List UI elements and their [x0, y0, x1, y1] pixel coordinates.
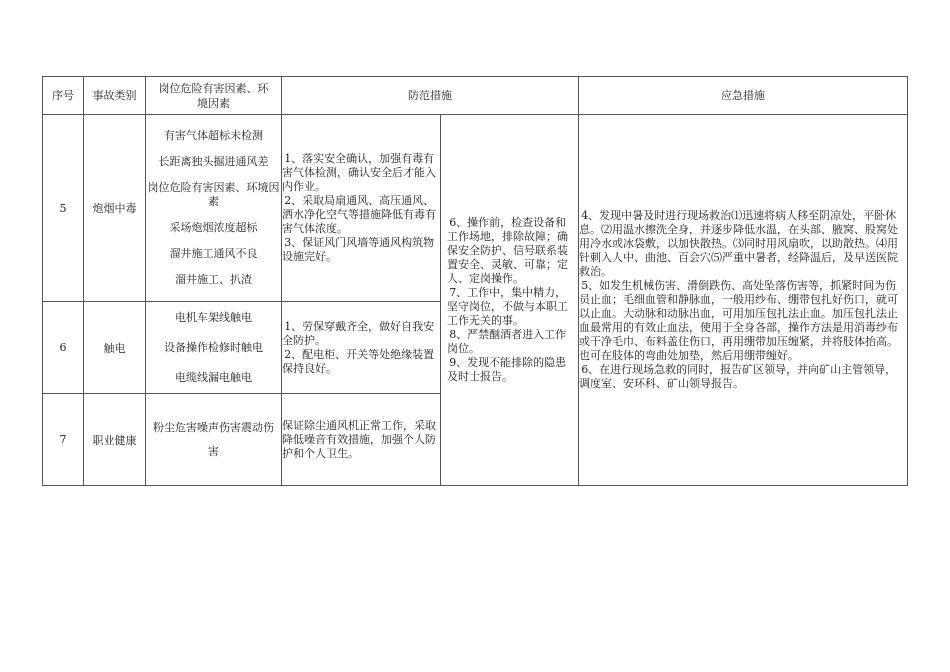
prevention-item: 8、严禁酗酒者进入工作岗位。: [447, 328, 567, 355]
row-prevention: [282, 115, 441, 302]
prevention-item: 3、保证风门风墙等通风构筑物设施完好。: [282, 236, 435, 263]
row-prevention: [282, 394, 441, 486]
prevention-item: 6、操作前，检查设备和工作场地，排除故障；确保安全防护、信号联系装置安全、灵敏、可靠；定人、定岗操作。: [447, 216, 568, 285]
emergency-item: 4、发现中暑及时进行现场救治⑴迅速将病人移至阴凉处，平卧休息。⑵用温水擦洗全身，并逐步降低水温，在头部、腋窝、股窝处用冷水或冰袋敷，以加快散热。⑶同时用风扇吹，以助散热。⑷用针刺入人中、曲池、百会穴⑸严重中暑者，经降温后，及早送医院救治。: [579, 209, 898, 278]
prevention-item: 2、采取局扇通风、高压通风、洒水净化空气等措施降低有毒有害气体浓度。: [282, 194, 436, 235]
row-accident-type: 职业健康: [84, 394, 146, 486]
hazard-item: 电缆线漏电触电: [175, 370, 252, 384]
hazard-item: 采场炮烟浓度超标: [169, 221, 258, 234]
prevention-item: 9、发现不能排除的隐患及时士报告。: [447, 356, 567, 383]
header-row: [43, 77, 908, 115]
header-emergency: 应急措施: [579, 77, 908, 115]
prevention-item: 保证除尘通风机正常工作，采取降低噪音有效措施，加强个人防护和个人卫生。: [282, 418, 436, 460]
prevention-item: 1、落实安全确认，加强有毒有害气体检测，确认安全后才能入内作业。: [282, 152, 436, 193]
hazard-item: 溜井施工通风不良: [169, 247, 258, 260]
row-no: 5: [43, 115, 84, 302]
emergency-measures: [579, 115, 908, 486]
prevention-item: 7、工作中，集中精力，坚守岗位，不做与本职工工作无关的事。: [447, 286, 568, 327]
safety-measures-table: [42, 76, 908, 486]
header-hazards: 岗位危险有害因素、环境因素: [146, 77, 282, 115]
emergency-item: 5、如发生机械伤害、滑倒跌伤、高处坠落伤害等，抓紧时间为伤员止血；毛细血管和静脉血，一般用纱布、绷带包扎好伤口，就可以止血。大动脉和动脉出血，可用加压包扎法止血。加压包扎法止血最常用的有效止血法，使用于全身各部，操作方法是用消毒纱布或干净毛巾、布料盖住伤口，再用绷带加压缠紧，并将肢体抬高。也可在肢体的弯曲处加垫，然后用绷带缠好。: [579, 279, 898, 362]
row-hazards: [146, 302, 282, 394]
row-accident-type: 触电: [84, 302, 146, 394]
row-hazards: [146, 394, 282, 486]
hazard-item: 粉尘危害噪声伤害震动伤害: [153, 420, 274, 458]
emergency-item: 6、在进行现场急救的同时，报告矿区领导，并向矿山主管领导，调度室、安环科、矿山领导报告。: [579, 363, 897, 390]
hazard-item: 岗位危险有害因素、环境因素: [147, 181, 280, 208]
hazard-item: 长距离独头掘进通风差: [158, 155, 269, 168]
hazard-item: 有害气体超标未检测: [164, 129, 263, 142]
header-no: 序号: [43, 77, 84, 115]
common-prevention: [441, 115, 579, 486]
hazard-item: 设备操作检修时触电: [164, 340, 263, 354]
row-accident-type: 炮烟中毒: [84, 115, 146, 302]
prevention-item: 1、劳保穿戴齐全，做好自我安全防护。: [282, 319, 435, 347]
prevention-item: 2、配电柜、开关等处绝缘装置保持良好。: [282, 347, 435, 375]
row-no: 7: [43, 394, 84, 486]
hazard-item: 电机车架线触电: [175, 310, 252, 324]
header-accident-type: 事故类别: [84, 77, 146, 115]
hazard-item: 溜井施工、扒渣: [175, 273, 252, 286]
header-prevention: 防范措施: [282, 77, 579, 115]
row-no: 6: [43, 302, 84, 394]
row-prevention: [282, 302, 441, 394]
row-hazards: [146, 115, 282, 302]
table-row: [43, 115, 908, 302]
